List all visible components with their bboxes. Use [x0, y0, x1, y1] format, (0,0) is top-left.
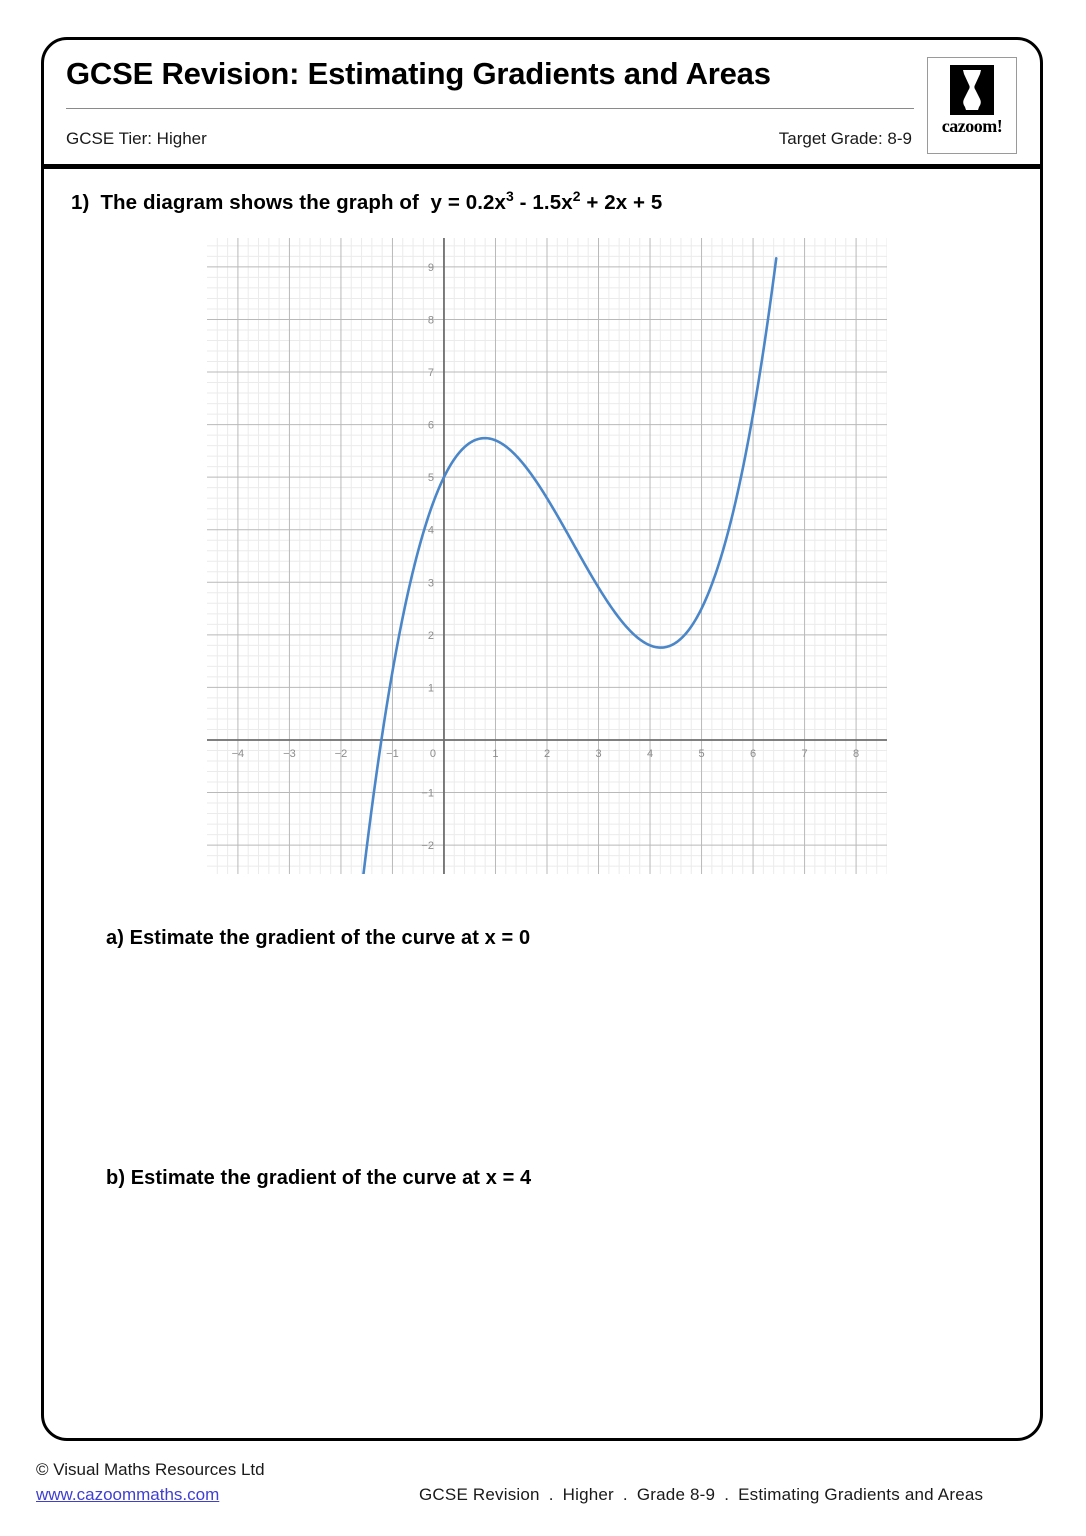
- question-part-b: b) Estimate the gradient of the curve at x = 4: [106, 1167, 532, 1189]
- x-tick-label: 7: [801, 747, 808, 760]
- question-equation: [419, 188, 663, 214]
- cazoom-vase-icon: [950, 65, 994, 115]
- footer-sep-1: .: [548, 1485, 554, 1504]
- cazoom-wordmark: cazoom!: [941, 116, 1003, 136]
- y-tick-label: −1: [421, 787, 434, 800]
- worksheet-header: [44, 40, 1040, 167]
- x-tick-label: 8: [853, 747, 860, 760]
- question-1-text: [71, 188, 663, 215]
- y-tick-label: 9: [427, 261, 434, 274]
- website-link[interactable]: www.cazoommaths.com: [36, 1485, 220, 1504]
- equation-exponent-1: 3: [506, 188, 514, 205]
- tier-label: GCSE Tier: Higher: [66, 129, 207, 148]
- x-tick-label: 4: [646, 747, 654, 760]
- y-tick-label: 7: [427, 367, 434, 380]
- x-tick-label: 6: [749, 747, 757, 760]
- x-tick-label: 3: [595, 747, 602, 760]
- worksheet-footer: [0, 1452, 1086, 1536]
- y-tick-label: 4: [427, 524, 434, 537]
- y-tick-label: 3: [427, 577, 434, 590]
- y-tick-label: 5: [427, 472, 434, 485]
- equation-exponent-2: 2: [572, 188, 581, 205]
- y-tick-label: −2: [421, 840, 434, 853]
- header-divider-thin: [66, 108, 914, 109]
- y-tick-label: 8: [427, 314, 434, 327]
- y-tick-label: 2: [427, 629, 434, 642]
- question-body: The diagram shows the graph of: [100, 191, 419, 214]
- footer-meta-2: Higher: [562, 1485, 614, 1504]
- footer-meta-4: Estimating Gradients and Areas: [738, 1485, 984, 1504]
- y-tick-label: 6: [427, 419, 434, 432]
- x-tick-label: 2: [543, 747, 551, 760]
- target-grade-label: Target Grade: 8-9: [778, 129, 912, 148]
- question-number: 1): [71, 191, 90, 214]
- x-tick-label: −1: [386, 747, 399, 760]
- header-divider-thick: [44, 164, 1040, 169]
- cubic-graph: [207, 238, 887, 874]
- page-title: GCSE Revision: Estimating Gradients and Areas: [66, 56, 771, 91]
- footer-meta-1: GCSE Revision: [419, 1485, 540, 1504]
- cazoom-logo: [927, 57, 1017, 154]
- y-tick-label: 1: [427, 682, 434, 695]
- footer-sep-2: .: [622, 1485, 628, 1504]
- x-tick-label: 0: [429, 747, 437, 760]
- x-tick-label: 1: [492, 747, 499, 760]
- x-tick-label: −4: [231, 747, 245, 760]
- footer-meta-3: Grade 8-9: [636, 1485, 716, 1504]
- footer-breadcrumb: [419, 1485, 983, 1505]
- equation-middle: - 1.5x: [513, 191, 573, 214]
- x-tick-label: 5: [698, 747, 705, 760]
- question-part-a: a) Estimate the gradient of the curve at x = 0: [106, 927, 531, 949]
- footer-sep-3: .: [724, 1485, 730, 1504]
- equation-prefix: y = 0.2x: [430, 191, 507, 214]
- x-tick-label: −3: [283, 747, 296, 760]
- equation-suffix: + 2x + 5: [580, 191, 663, 214]
- x-tick-label: −2: [334, 747, 348, 760]
- copyright-text: © Visual Maths Resources Ltd: [36, 1460, 265, 1479]
